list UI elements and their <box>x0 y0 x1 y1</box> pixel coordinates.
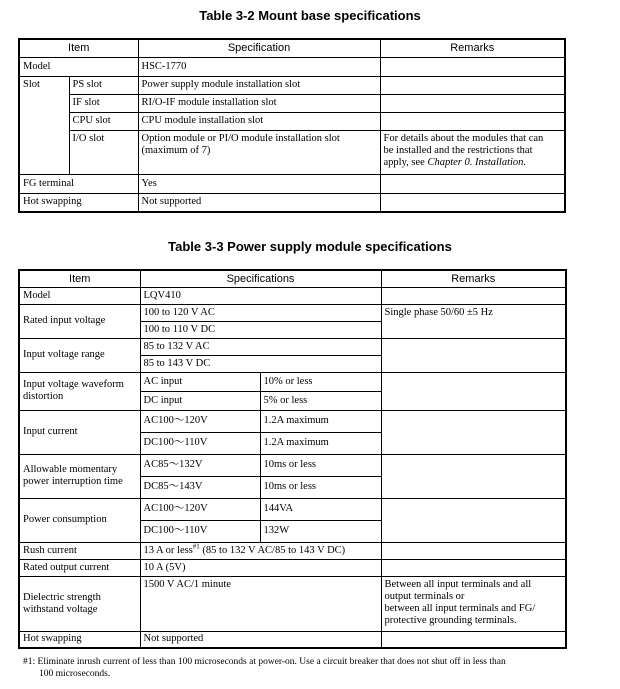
cpu-slot-remark <box>380 112 565 130</box>
model-label: Model <box>19 287 140 304</box>
hot-swapping-remark <box>380 193 565 212</box>
model-label: Model <box>19 57 138 76</box>
header-specifications: Specifications <box>140 270 381 287</box>
dielectric-remark <box>381 576 566 631</box>
remark-suffix: . <box>523 156 527 168</box>
input-range-ac: 85 to 132 V AC <box>140 338 381 355</box>
header-remarks: Remarks <box>380 39 565 57</box>
input-current-ac-value: 1.2A maximum <box>260 410 381 432</box>
input-current-label: Input current <box>19 410 140 454</box>
dielectric-remark-line4: protective grounding terminals. <box>384 614 517 626</box>
footnote <box>23 656 583 680</box>
io-slot-remark-line2: be installed and the restrictions that <box>383 144 533 156</box>
dielectric-remark-line2: output terminals or <box>384 590 465 602</box>
momentary-interruption-label <box>19 454 140 498</box>
if-slot-value: RI/O-IF module installation slot <box>138 94 380 112</box>
input-current-remark <box>381 410 566 454</box>
waveform-distortion-label <box>19 372 140 410</box>
power-dc-value: 132W <box>260 520 381 542</box>
footnote-line2: 100 microseconds. <box>39 669 111 679</box>
momentary-dc-label: DC85～143V <box>140 476 260 498</box>
table-3-2-title: Table 3-2 Mount base specifications <box>199 8 421 23</box>
io-slot-remark-line3 <box>384 157 562 169</box>
fg-terminal-remark <box>380 174 565 193</box>
rush-current-remark <box>381 542 566 559</box>
chapter-reference: Chapter 0. Installation <box>427 156 524 168</box>
hot-swapping-label: Hot swapping <box>19 193 138 212</box>
if-slot-label: IF slot <box>69 94 138 112</box>
rated-output-label: Rated output current <box>19 559 140 576</box>
remark-prefix: apply, see <box>383 156 428 168</box>
input-current-dc-value: 1.2A maximum <box>260 432 381 454</box>
ps-slot-remark <box>380 76 565 94</box>
header-item: Item <box>19 270 140 287</box>
input-range-dc: 85 to 143 V DC <box>140 355 381 372</box>
waveform-dc-value: 5% or less <box>260 391 381 410</box>
slot-label: Slot <box>19 76 69 174</box>
dielectric-label-line2: withstand voltage <box>23 603 98 615</box>
power-remark <box>381 498 566 542</box>
dielectric-remark-line1: Between all input terminals and all <box>384 578 532 590</box>
header-item: Item <box>19 39 138 57</box>
momentary-label-line1: Allowable momentary <box>23 464 118 475</box>
momentary-remark <box>381 454 566 498</box>
waveform-label-line2: distortion <box>23 391 64 402</box>
if-slot-remark <box>380 94 565 112</box>
fg-terminal-label: FG terminal <box>19 174 138 193</box>
power-ac-value: 144VA <box>260 498 381 520</box>
hot-swapping-remark <box>381 631 566 648</box>
dielectric-label-line1: Dielectric strength <box>23 591 101 603</box>
header-specification: Specification <box>138 39 380 57</box>
dielectric-remark-line3: between all input terminals and FG/ <box>384 602 536 614</box>
momentary-ac-value: 10ms or less <box>260 454 381 476</box>
rated-output-remark <box>381 559 566 576</box>
hot-swapping-value: Not supported <box>140 631 381 648</box>
io-slot-value-line2: (maximum of 7) <box>141 144 211 156</box>
io-slot-remark <box>380 130 565 174</box>
footnote-ref: #1 <box>192 542 200 550</box>
rush-value-prefix: 13 A or less <box>143 544 193 556</box>
footnote-line1: #1: Eliminate inrush current of less than 100 microseconds at power-on. Use a circuit breaker that does not shut off in less than <box>23 657 506 667</box>
momentary-label-line2: power interruption time <box>23 476 123 487</box>
ps-slot-label: PS slot <box>69 76 138 94</box>
momentary-ac-label: AC85～132V <box>140 454 260 476</box>
power-ac-label: AC100～120V <box>140 498 260 520</box>
io-slot-value-line1: Option module or PI/O module installation slot <box>141 132 340 144</box>
cpu-slot-value: CPU module installation slot <box>138 112 380 130</box>
input-current-dc-label: DC100～110V <box>140 432 260 454</box>
rated-input-voltage-label: Rated input voltage <box>19 304 140 338</box>
dielectric-label <box>19 576 140 631</box>
power-supply-spec-table <box>18 269 567 649</box>
waveform-remark <box>381 372 566 410</box>
hot-swapping-value: Not supported <box>138 193 380 212</box>
dielectric-value: 1500 V AC/1 minute <box>140 576 381 631</box>
io-slot-remark-line1: For details about the modules that can <box>383 132 544 144</box>
waveform-ac-label: AC input <box>140 372 260 391</box>
momentary-dc-value: 10ms or less <box>260 476 381 498</box>
rush-value-suffix: (85 to 132 V AC/85 to 143 V DC) <box>199 544 346 556</box>
input-voltage-range-label: Input voltage range <box>19 338 140 372</box>
model-value: LQV410 <box>140 287 381 304</box>
power-dc-label: DC100～110V <box>140 520 260 542</box>
power-consumption-label: Power consumption <box>19 498 140 542</box>
rush-current-value <box>140 542 381 559</box>
rated-input-dc: 100 to 110 V DC <box>140 321 381 338</box>
rush-current-label: Rush current <box>19 542 140 559</box>
rated-input-ac: 100 to 120 V AC <box>140 304 381 321</box>
mount-base-spec-table <box>18 38 566 213</box>
waveform-ac-value: 10% or less <box>260 372 381 391</box>
model-remark <box>380 57 565 76</box>
model-value: HSC-1770 <box>138 57 380 76</box>
io-slot-value <box>138 130 380 174</box>
header-remarks: Remarks <box>381 270 566 287</box>
table-3-3-title: Table 3-3 Power supply module specifications <box>168 239 452 254</box>
cpu-slot-label: CPU slot <box>69 112 138 130</box>
waveform-dc-label: DC input <box>140 391 260 410</box>
input-current-ac-label: AC100～120V <box>140 410 260 432</box>
waveform-label-line1: Input voltage waveform <box>23 379 124 390</box>
rated-input-remark: Single phase 50/60 ±5 Hz <box>381 304 566 338</box>
io-slot-label: I/O slot <box>69 130 138 174</box>
input-range-remark <box>381 338 566 372</box>
hot-swapping-label: Hot swapping <box>19 631 140 648</box>
model-remark <box>381 287 566 304</box>
ps-slot-value: Power supply module installation slot <box>138 76 380 94</box>
fg-terminal-value: Yes <box>138 174 380 193</box>
rated-output-value: 10 A (5V) <box>140 559 381 576</box>
